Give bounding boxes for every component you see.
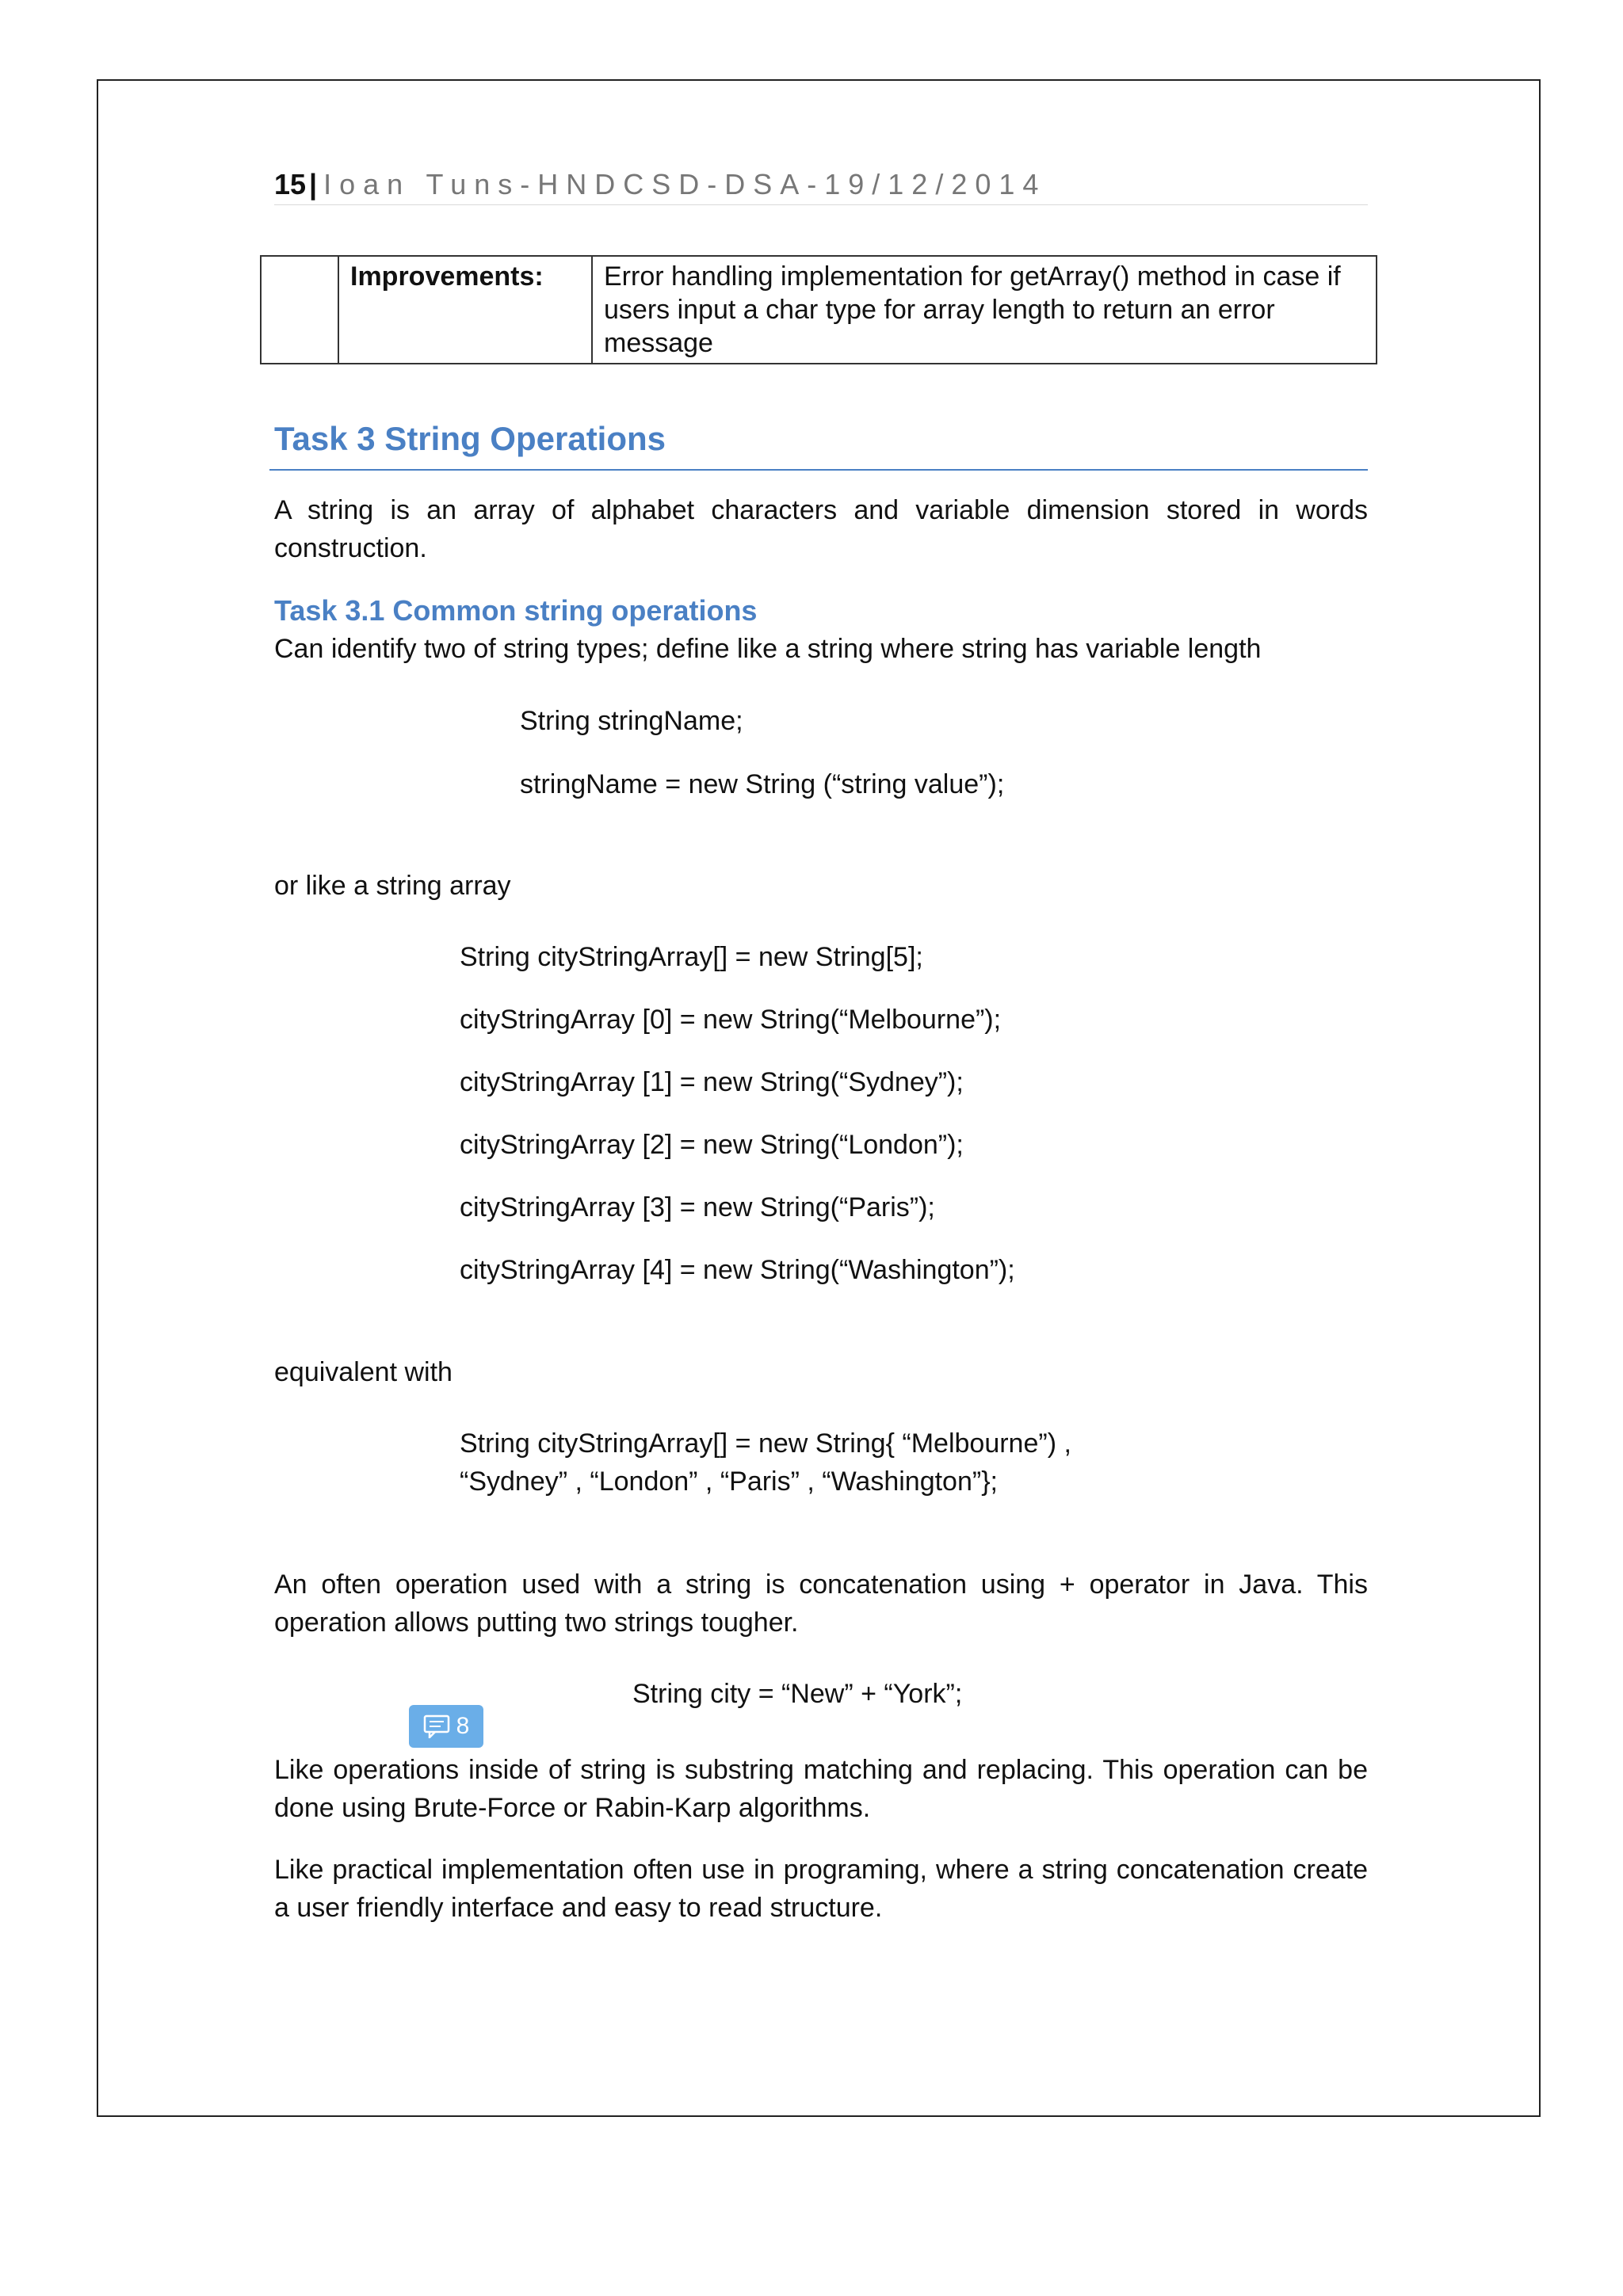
practical-paragraph: Like practical implementation often use in programing, where a string concatenation create a user friendly interface and easy to read structure. [274,1855,1368,1923]
comment-count: 8 [456,1713,470,1739]
section-heading: Task 3 String Operations [274,420,666,457]
header-separator: | [309,168,318,200]
array-code-line: cityStringArray [3] = new String(“Paris”); [460,1192,935,1222]
improvements-table [260,255,1377,364]
code-line: stringName = new String (“string value”); [520,769,1005,799]
running-title: Ioan Tuns-HNDCSD-DSA-19/12/2014 [323,168,1047,200]
code-line: String stringName; [520,706,743,736]
array-code-line: String cityStringArray[] = new String[5]; [460,942,923,972]
improvements-label: Improvements: [338,256,592,364]
heading-rule [269,469,1368,471]
array-code-line: cityStringArray [4] = new String(“Washington”); [460,1255,1015,1285]
equiv-code-line: “Sydney” , “London” , “Paris” , “Washington”}; [460,1466,999,1497]
array-code-line: cityStringArray [0] = new String(“Melbourne”); [460,1005,1002,1035]
equiv-code-line: String cityStringArray[] = new String{ “Melbourne”) , [460,1428,1071,1459]
running-header [274,168,1368,205]
improvements-text: Error handling implementation for getArray() method in case if users input a char type for array length to return an error message [592,256,1377,364]
array-code-line: cityStringArray [1] = new String(“Sydney”); [460,1067,964,1097]
comment-badge[interactable] [409,1705,483,1748]
page-number: 15 [274,168,307,200]
or-like-text: or like a string array [274,871,511,901]
concat-code-line: String city = “New” + “York”; [632,1679,963,1709]
equivalent-text: equivalent with [274,1357,453,1387]
array-code-line: cityStringArray [2] = new String(“London”); [460,1130,964,1160]
intro-paragraph: A string is an array of alphabet characters and variable dimension stored in words construction. [274,495,1368,563]
subsection-heading: Task 3.1 Common string operations [274,594,758,627]
comment-icon [423,1714,450,1738]
substring-paragraph: Like operations inside of string is substring matching and replacing. This operation can be done using Brute-Force or Rabin-Karp algorithms. [274,1755,1368,1823]
empty-cell [261,256,338,364]
concat-paragraph: An often operation used with a string is concatenation using + operator in Java. This operation allows putting two strings tougher. [274,1569,1368,1638]
subsection-intro: Can identify two of string types; define like a string where string has variable length [274,634,1262,664]
